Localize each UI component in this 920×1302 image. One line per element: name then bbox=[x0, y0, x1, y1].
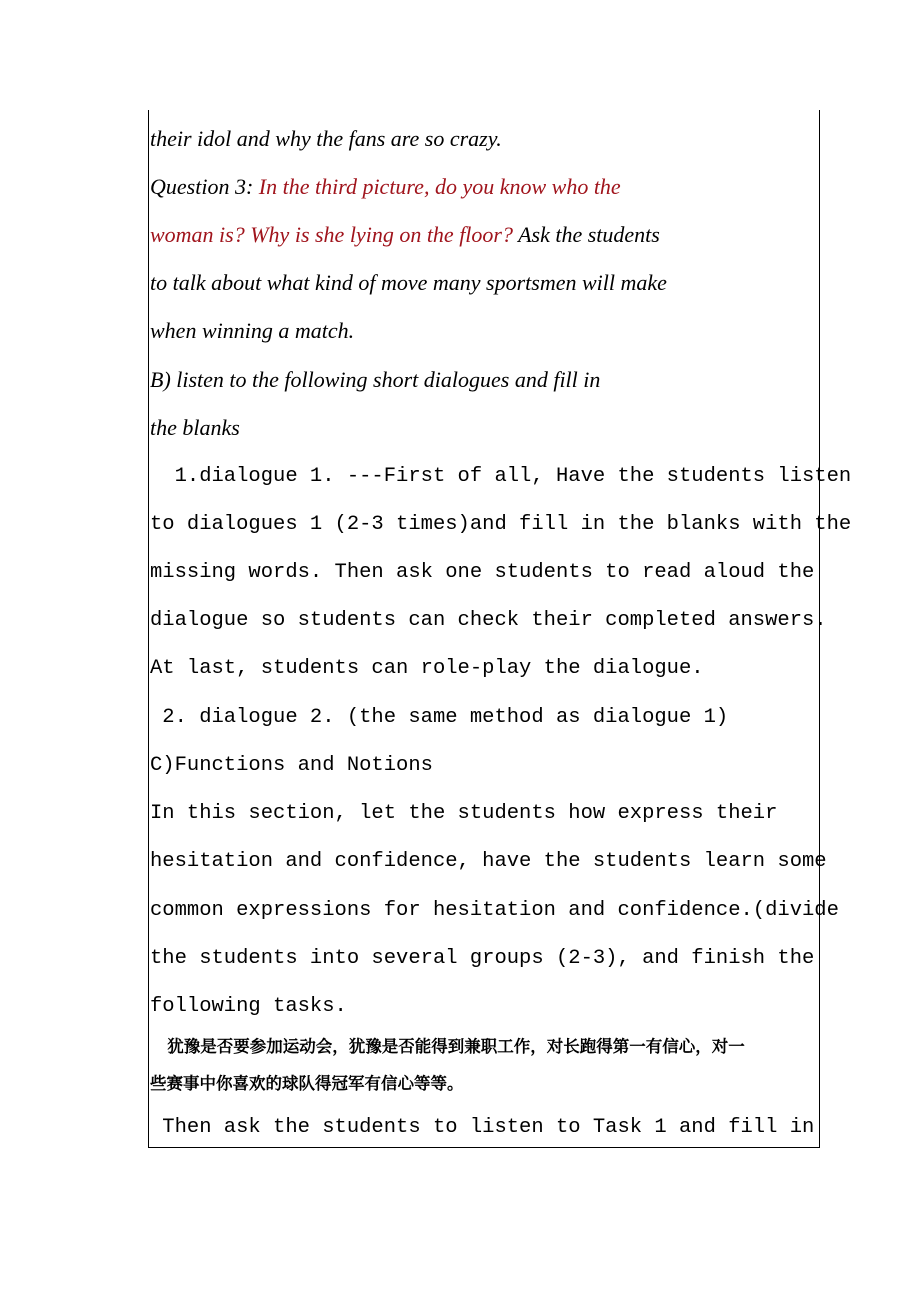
text-span: the students into several groups (2-3), and finish the bbox=[150, 947, 815, 970]
section-b-heading bbox=[150, 368, 600, 392]
question-text-red: In the third picture, do you know who the bbox=[258, 174, 621, 199]
text-line bbox=[150, 127, 502, 151]
text-line bbox=[150, 899, 839, 923]
text-span: when winning a match. bbox=[150, 318, 355, 343]
question-3-line bbox=[150, 175, 621, 199]
text-line bbox=[150, 223, 660, 247]
text-span: hesitation and confidence, have the students learn some bbox=[150, 850, 827, 873]
text-line bbox=[150, 802, 777, 826]
text-span: 犹豫是否要参加运动会，犹豫是否能得到兼职工作，对长跑得第一有信心，对一 bbox=[150, 1037, 745, 1056]
text-line bbox=[150, 319, 354, 343]
chinese-text-line bbox=[150, 1035, 745, 1059]
text-line bbox=[150, 947, 814, 971]
text-line bbox=[150, 271, 667, 295]
question-label: Question 3: bbox=[150, 174, 259, 199]
question-text-red: woman is? Why is she lying on the floor? bbox=[150, 222, 513, 247]
text-line bbox=[150, 850, 827, 874]
chinese-text-line bbox=[150, 1072, 464, 1096]
text-line bbox=[150, 609, 827, 633]
text-span: to dialogues 1 (2-3 times)and fill in the blanks with the bbox=[150, 513, 852, 536]
text-span: C)Functions and Notions bbox=[150, 754, 433, 777]
text-span: dialogue so students can check their completed answers. bbox=[150, 609, 827, 632]
text-line bbox=[150, 561, 814, 585]
text-span: common expressions for hesitation and confidence.(divide bbox=[150, 899, 839, 922]
text-span: At last, students can role-play the dialogue. bbox=[150, 657, 704, 680]
text-line bbox=[150, 513, 851, 537]
text-span: Then ask the students to listen to Task 1 and fill in bbox=[150, 1116, 815, 1139]
text-span: to talk about what kind of move many sportsmen will make bbox=[150, 270, 667, 295]
text-span: B) listen to the following short dialogues and fill in bbox=[150, 367, 601, 392]
text-line bbox=[150, 465, 851, 489]
text-line bbox=[150, 1116, 814, 1140]
text-span: In this section, let the students how express their bbox=[150, 802, 778, 825]
text-span: 1.dialogue 1. ---First of all, Have the students listen bbox=[150, 465, 852, 488]
text-span: 些赛事中你喜欢的球队得冠军有信心等等。 bbox=[150, 1074, 464, 1093]
text-span: following tasks. bbox=[150, 995, 347, 1018]
text-span: their idol and why the fans are so crazy. bbox=[150, 126, 502, 151]
section-c-heading bbox=[150, 754, 433, 778]
text-span: missing words. Then ask one students to read aloud the bbox=[150, 561, 815, 584]
text-span: Ask the students bbox=[512, 222, 660, 247]
text-line bbox=[150, 706, 728, 730]
text-span: the blanks bbox=[150, 415, 240, 440]
text-line bbox=[150, 995, 347, 1019]
text-line bbox=[150, 657, 704, 681]
text-span: 2. dialogue 2. (the same method as dialogue 1) bbox=[150, 706, 729, 729]
text-line bbox=[150, 416, 240, 440]
